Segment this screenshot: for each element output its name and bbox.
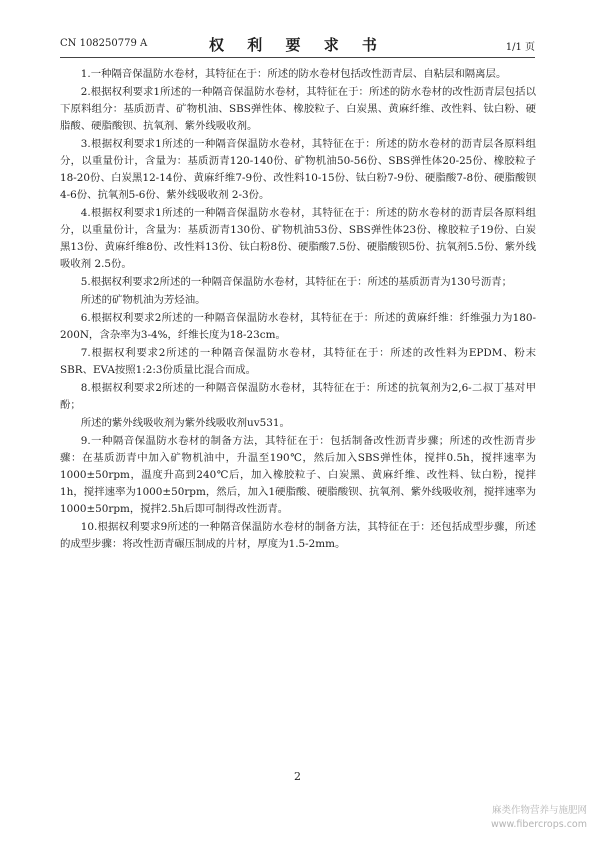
claim-8: 8.根据权利要求2所述的一种隔音保温防水卷材，其特征在于：所述的抗氧剂为2,6-二叔丁基对甲酚； [60, 382, 536, 411]
claim-9: 9.一种隔音保温防水卷材的制备方法，其特征在于：包括制备改性沥青步骤；所述的改性沥青步骤：在基质沥青中加入矿物机油中，升温至190℃，然后加入SBS弹性体，搅拌0.5h，搅拌速率为1000±50rpm，温度升高到240℃后，加入橡胶粒子、白炭黑、黄麻纤维、改性料、钛白粉，搅拌1h，搅拌速率为1000±50rpm，然后，加入1硬脂酸、硬脂酸钡、抗氧剂、紫外线吸收剂，搅拌速率为1000±50rpm，搅拌2.5h后即可制得改性沥青。 [60, 435, 536, 515]
publication-number: CN 108250779 A [60, 38, 148, 49]
claim-3: 3.根据权利要求1所述的一种隔音保温防水卷材，其特征在于：所述的防水卷材的沥青层各原料组分，以重量份计，含量为：基质沥青120-140份、矿物机油50-56份、SBS弹性体20-25份、橡胶粒子18-20份、白炭黑12-14份、黄麻纤维7-9份、改性料10-15份、钛白粉7-9份、硬脂酸7-8份、硬脂酸钡4-6份、抗氧剂5-6份、紫外线吸收剂 2-3份。 [60, 138, 536, 201]
claim-2: 2.根据权利要求1所述的一种隔音保温防水卷材，其特征在于：所述的防水卷材的改性沥青层包括以下原料组分：基质沥青、矿物机油、SBS弹性体、橡胶粒子、白炭黑、黄麻纤维、改性料、钛白粉、硬脂酸、硬脂酸钡、抗氧剂、紫外线吸收剂。 [60, 86, 536, 132]
claim-6: 6.根据权利要求2所述的一种隔音保温防水卷材，其特征在于：所述的黄麻纤维：纤维强力为180-200N，含杂率为3-4%，纤维长度为18-23cm。 [60, 312, 536, 341]
watermark-site-name: 麻类作物营养与施肥网 [491, 805, 587, 816]
claim-1: 1.一种隔音保温防水卷材，其特征在于：所述的防水卷材包括改性沥青层、自粘层和隔离层。 [80, 68, 507, 80]
claim-4: 4.根据权利要求1所述的一种隔音保温防水卷材，其特征在于：所述的防水卷材的沥青层各原料组分，以重量份计，含量为：基质沥青130份、矿物机油53份、SBS弹性体23份、橡胶粒子19份、白炭黑13份、黄麻纤维8份、改性料13份、钛白粉8份、硬脂酸7.5份、硬脂酸钡5份、抗氧剂5.5份、紫外线吸收剂 2.5份。 [60, 207, 536, 270]
claims-body [60, 66, 536, 554]
site-watermark [491, 804, 587, 832]
page-header [60, 34, 535, 56]
claim-7: 7.根据权利要求2所述的一种隔音保温防水卷材，其特征在于：所述的改性料为EPDM、粉末SBR、EVA按照1:2:3份质量比混合而成。 [60, 347, 536, 376]
claim-5: 5.根据权利要求2所述的一种隔音保温防水卷材，其特征在于：所述的基质沥青为130号沥青； [80, 276, 512, 288]
header-divider [60, 57, 535, 58]
page-count: 1/1 页 [505, 42, 535, 53]
claim-8-continuation: 所述的紫外线吸收剂为紫外线吸收剂uv531。 [80, 417, 290, 429]
document-title: 权 利 要 求 书 [209, 36, 386, 54]
page-number: 2 [294, 770, 301, 783]
claim-5-continuation: 所述的矿物机油为芳烃油。 [80, 294, 206, 306]
watermark-url: www.fibercrops.com [490, 819, 587, 830]
claim-10: 10.根据权利要求9所述的一种隔音保温防水卷材的制备方法，其特征在于：还包括成型步骤，所述的成型步骤：将改性沥青碾压制成的片材，厚度为1.5-2mm。 [60, 521, 536, 550]
